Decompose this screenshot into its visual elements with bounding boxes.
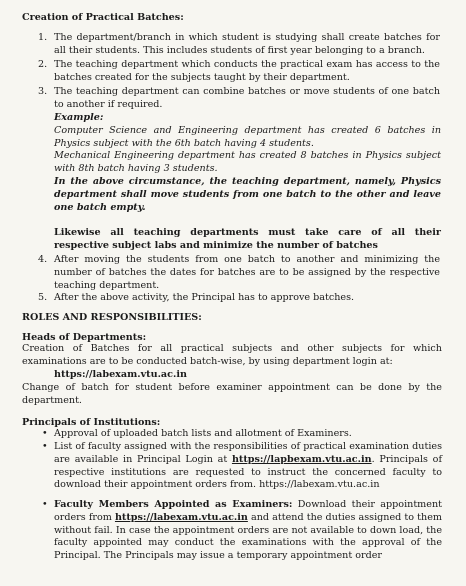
example-block	[54, 112, 441, 253]
example-note: In the above circumstance, the teaching department, namely, Physics department shall move students from one batch to the other and leave one batch empty.	[54, 175, 441, 213]
list-item: • List of faculty assigned with the responsibilities of practical examination duties are available in Principal Login at https://lapbexam.vtu.ac.in. Principals of respective institutions are requested to instruct the concerned faculty to download their appointment orders from. https://labexam.vtu.ac.in	[42, 441, 442, 491]
example-line: Mechanical Engineering department has created 8 batches in Physics subject with 8th batch having 3 students.	[54, 150, 441, 175]
list-item: 2. The teaching department which conducts the practical exam has access to the batches created for the subjects taught by their department.	[38, 59, 440, 83]
list-item: 1. The department/branch in which student is studying shall create batches for all their students. This includes students of first year belonging to a branch.	[38, 32, 440, 56]
faculty-label: Faculty Members Appointed as Examiners:	[54, 499, 293, 510]
hod-text: Creation of Batches for all practical subjects and other subjects for which examinations are to be conducted batch-wise, by using department login at:	[22, 343, 442, 367]
list-item: • Faculty Members Appointed as Examiners: Download their appointment orders from https://labexam.vtu.ac.in and attend the duties assigned to them without fail. In case the appointment orders are not available to down load, the faculty appointed may conduct the examinations with the approval of the Principal. The Principals may issue a temporary appointment order	[42, 499, 442, 562]
hod-url: https://labexam.vtu.ac.in	[54, 369, 187, 380]
example-summary: Likewise all teaching departments must take care of all their respective subject labs and minimize the number of batches	[54, 227, 441, 252]
bullet-icon: •	[42, 428, 48, 439]
example-line: Computer Science and Engineering department has created 6 batches in Physics subject with the 6th batch having 4 students.	[54, 124, 441, 149]
heading-creation-of-batches: Creation of Practical Batches:	[22, 12, 184, 23]
heading-roles: ROLES AND RESPONSIBILITIES:	[22, 312, 202, 323]
bullet-icon: •	[42, 441, 48, 452]
hod-text-2: Change of batch for student before examiner appointment can be done by the department.	[22, 382, 442, 406]
list-item: • Approval of uploaded batch lists and allotment of Examiners.	[42, 428, 352, 439]
principal-login-link[interactable]: https://lapbexam.vtu.ac.in	[231, 453, 372, 465]
example-label: Example:	[54, 112, 104, 123]
list-item: 5. After the above activity, the Principal has to approve batches.	[38, 292, 355, 303]
heading-principals: Principals of Institutions:	[22, 417, 161, 428]
labexam-link[interactable]: https://labexam.vtu.ac.in	[114, 511, 248, 523]
bullet-icon: •	[42, 499, 48, 510]
list-item: 3. The teaching department can combine batches or move students of one batch to another if required.	[38, 86, 440, 110]
heading-hod: Heads of Departments:	[22, 332, 147, 343]
list-item: 4. After moving the students from one batch to another and minimizing the number of batches the dates for batches are to be assigned by the respective teaching department.	[38, 254, 440, 291]
